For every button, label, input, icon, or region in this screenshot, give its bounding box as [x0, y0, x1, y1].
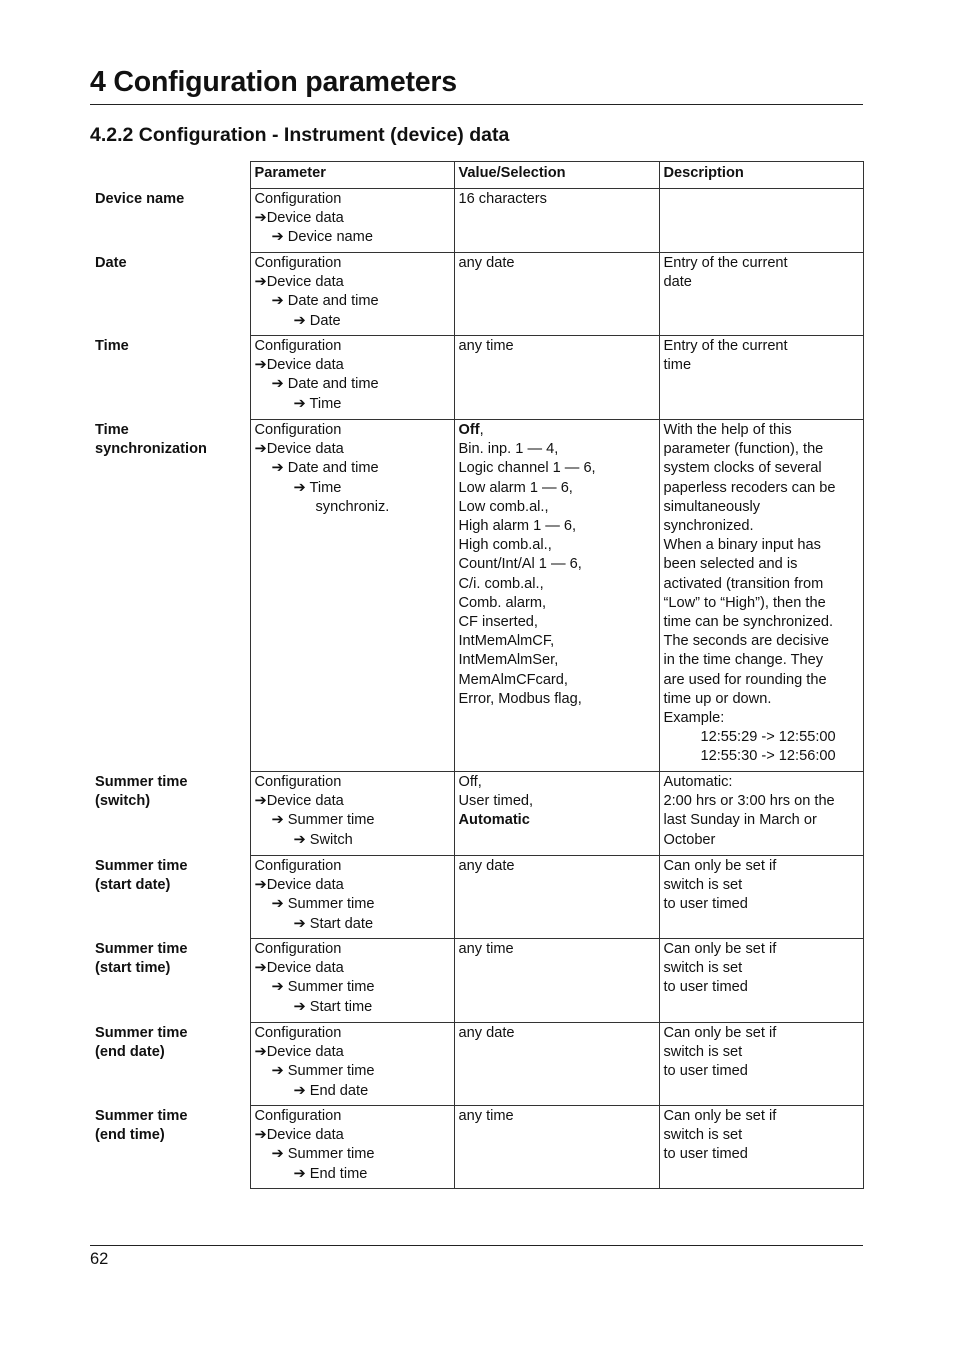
table-header-row: [90, 162, 863, 189]
example-line: 12:55:29 -> 12:55:00: [700, 729, 836, 746]
table-row: [90, 772, 863, 856]
value-line: Count/Int/Al 1 — 6,: [458, 556, 582, 573]
row-label-line: Time: [95, 421, 129, 438]
path-line: ➔ End date: [293, 1082, 369, 1099]
value-line: [459, 421, 655, 440]
description-line: time can be synchronized.: [663, 614, 834, 631]
description-line: activated (transition from: [663, 575, 824, 592]
row-label: [90, 336, 250, 420]
row-label-line: Summer time: [95, 1107, 188, 1124]
description-line: paperless recoders can be: [663, 479, 836, 496]
description-line: to user timed: [663, 979, 748, 996]
row-label-line: Summer time: [95, 940, 188, 957]
row-label: [90, 1106, 250, 1189]
description-line: to user timed: [663, 1063, 748, 1080]
description-line: switch is set: [663, 877, 743, 894]
path-line: ➔ Summer time: [271, 812, 375, 829]
value-line: any time: [458, 941, 514, 957]
row-label: [90, 253, 250, 336]
description-line: The seconds are decisive: [663, 633, 829, 650]
value-cell: [454, 1023, 659, 1106]
description-line: system clocks of several: [663, 460, 822, 477]
table-row: [90, 189, 863, 253]
row-label: [90, 189, 250, 253]
description-line: parameter (function), the: [663, 441, 824, 458]
path-line: ➔Device data: [254, 960, 344, 977]
row-label-line: Summer time: [95, 857, 188, 874]
description-line: switch is set: [663, 1127, 743, 1144]
value-line: IntMemAlmSer,: [458, 652, 559, 669]
column-header-parameter: Parameter: [250, 162, 454, 189]
path-line: ➔ Start time: [293, 998, 373, 1015]
parameter-path-cell: [250, 939, 454, 1023]
path-line: ➔ Start date: [293, 915, 374, 932]
description-line: Can only be set if: [663, 1108, 777, 1124]
description-line: Can only be set if: [663, 1025, 777, 1041]
parameter-path-cell: [250, 189, 454, 253]
row-label-line: (start time): [95, 959, 171, 976]
value-line: User timed,: [458, 793, 534, 810]
value-cell: [454, 336, 659, 420]
description-line: October: [663, 831, 716, 848]
parameter-path-cell: [250, 856, 454, 939]
description-line: date: [663, 274, 692, 291]
path-line: ➔Device data: [254, 441, 344, 458]
description-line: “Low” to “High”), then the: [663, 594, 826, 611]
value-line: MemAlmCFcard,: [458, 671, 568, 688]
description-cell: [659, 189, 863, 253]
row-label: [90, 772, 250, 856]
path-line: ➔ Date and time: [271, 460, 379, 477]
description-line: last Sunday in March or: [663, 812, 817, 829]
path-line: Configuration: [254, 422, 342, 438]
value-line: IntMemAlmCF,: [458, 633, 555, 650]
chapter-title: 4 Configuration parameters: [90, 66, 457, 98]
path-line: Configuration: [254, 774, 342, 790]
parameter-path-cell: [250, 336, 454, 420]
parameter-path-cell: [250, 1106, 454, 1189]
value-default-off: Off: [458, 422, 480, 438]
path-line: Configuration: [254, 858, 342, 874]
path-line: ➔Device data: [254, 1127, 344, 1144]
value-line: High alarm 1 — 6,: [458, 518, 577, 535]
path-line: ➔ Summer time: [271, 979, 375, 996]
path-line: ➔Device data: [254, 357, 344, 374]
parameter-path-cell: [250, 420, 454, 772]
path-line: Configuration: [254, 941, 342, 957]
value-line: Logic channel 1 — 6,: [458, 460, 596, 477]
description-line: been selected and is: [663, 556, 798, 573]
row-label: [90, 1023, 250, 1106]
description-cell: [659, 1023, 863, 1106]
path-line: ➔ Device name: [271, 229, 373, 246]
description-cell: [659, 772, 863, 856]
path-line: ➔Device data: [254, 877, 344, 894]
path-line: ➔ Date: [293, 312, 341, 329]
table-row: [90, 253, 863, 336]
value-line: C/i. comb.al.,: [458, 575, 544, 592]
description-line: Entry of the current: [663, 255, 788, 271]
description-line: in the time change. They: [663, 652, 824, 669]
description-line: are used for rounding the: [663, 671, 827, 688]
value-line: Off,: [458, 774, 482, 790]
path-line: Configuration: [254, 191, 342, 207]
row-label: [90, 856, 250, 939]
table-row: [90, 1106, 863, 1189]
value-cell: [454, 939, 659, 1023]
value-line: High comb.al.,: [458, 537, 552, 554]
path-line: ➔ Summer time: [271, 896, 375, 913]
table-row: [90, 939, 863, 1023]
row-label: [90, 939, 250, 1023]
path-line: ➔ Time: [293, 395, 342, 412]
path-line: ➔Device data: [254, 274, 344, 291]
value-line: Low alarm 1 — 6,: [458, 479, 573, 496]
description-line: switch is set: [663, 1044, 743, 1061]
description-cell: [659, 1106, 863, 1189]
row-label-line: Summer time: [95, 1024, 188, 1041]
parameter-path-cell: [250, 253, 454, 336]
page-number: 62: [90, 1250, 109, 1268]
description-line: Entry of the current: [663, 338, 788, 354]
value-line: any date: [458, 858, 515, 874]
parameter-path-cell: [250, 1023, 454, 1106]
value-cell: [454, 189, 659, 253]
path-line: ➔ End time: [293, 1165, 368, 1182]
path-line: Configuration: [254, 1108, 342, 1124]
row-label-line: Time: [95, 337, 129, 354]
description-cell: [659, 420, 863, 772]
description-line: With the help of this: [663, 422, 792, 438]
footer-divider: [90, 1245, 863, 1246]
description-cell: [659, 939, 863, 1023]
path-line: Configuration: [254, 338, 342, 354]
path-line: synchroniz.: [315, 498, 390, 515]
path-line: ➔ Time: [293, 479, 342, 496]
row-label-line: Device name: [95, 190, 185, 207]
table-row: [90, 420, 863, 772]
value-cell: [454, 772, 659, 856]
description-line: switch is set: [663, 960, 743, 977]
chapter-divider: [90, 104, 863, 105]
example-line: 12:55:30 -> 12:56:00: [700, 748, 836, 765]
description-line: Example:: [663, 710, 725, 727]
parameter-path-cell: [250, 772, 454, 856]
path-line: ➔ Summer time: [271, 1063, 375, 1080]
description-cell: [659, 856, 863, 939]
value-line: Comb. alarm,: [458, 594, 547, 611]
row-label-line: Summer time: [95, 773, 188, 790]
description-line: to user timed: [663, 1146, 748, 1163]
description-line: simultaneously: [663, 498, 761, 515]
path-line: Configuration: [254, 255, 342, 271]
row-label-line: synchronization: [95, 440, 207, 457]
value-line: any date: [458, 1025, 515, 1041]
value-default-automatic: Automatic: [458, 812, 530, 829]
value-separator: ,: [479, 422, 484, 438]
path-line: ➔ Date and time: [271, 293, 379, 310]
path-line: Configuration: [254, 1025, 342, 1041]
column-header-value: Value/Selection: [454, 162, 659, 189]
parameters-table: [90, 161, 864, 1189]
table-row: [90, 336, 863, 420]
path-line: ➔ Switch: [293, 831, 353, 848]
value-line: any time: [458, 1108, 514, 1124]
value-cell: [454, 253, 659, 336]
table-row: [90, 856, 863, 939]
value-cell: [454, 420, 659, 772]
value-line: Error, Modbus flag,: [458, 690, 582, 707]
path-line: ➔Device data: [254, 210, 344, 227]
row-label-line: (switch): [95, 792, 151, 809]
value-line: Low comb.al.,: [458, 498, 549, 515]
value-line: any date: [458, 255, 515, 271]
value-line: CF inserted,: [458, 614, 538, 631]
path-line: ➔Device data: [254, 793, 344, 810]
value-cell: [454, 856, 659, 939]
value-cell: [454, 1106, 659, 1189]
description-line: Can only be set if: [663, 858, 777, 874]
description-line: time up or down.: [663, 690, 772, 707]
path-line: ➔Device data: [254, 1044, 344, 1061]
description-line: 2:00 hrs or 3:00 hrs on the: [663, 793, 835, 810]
value-line: 16 characters: [458, 191, 547, 207]
path-line: ➔ Summer time: [271, 1146, 375, 1163]
description-line: synchronized.: [663, 518, 754, 535]
description-cell: [659, 336, 863, 420]
table-row: [90, 1023, 863, 1106]
description-cell: [659, 253, 863, 336]
description-line: time: [663, 357, 692, 374]
row-label-line: (end time): [95, 1126, 165, 1143]
row-label-line: (start date): [95, 876, 171, 893]
description-line: Can only be set if: [663, 941, 777, 957]
row-label-line: (end date): [95, 1043, 165, 1060]
row-label: [90, 420, 250, 772]
value-line: Bin. inp. 1 — 4,: [458, 441, 559, 458]
row-label-header-spacer: [90, 162, 250, 189]
description-line: to user timed: [663, 896, 748, 913]
column-header-description: Description: [659, 162, 863, 189]
path-line: ➔ Date and time: [271, 376, 379, 393]
section-title: 4.2.2 Configuration - Instrument (device) data: [90, 124, 510, 146]
value-line: any time: [458, 338, 514, 354]
description-line: When a binary input has: [663, 537, 821, 554]
row-label-line: Date: [95, 254, 127, 271]
description-line: Automatic:: [663, 774, 733, 790]
